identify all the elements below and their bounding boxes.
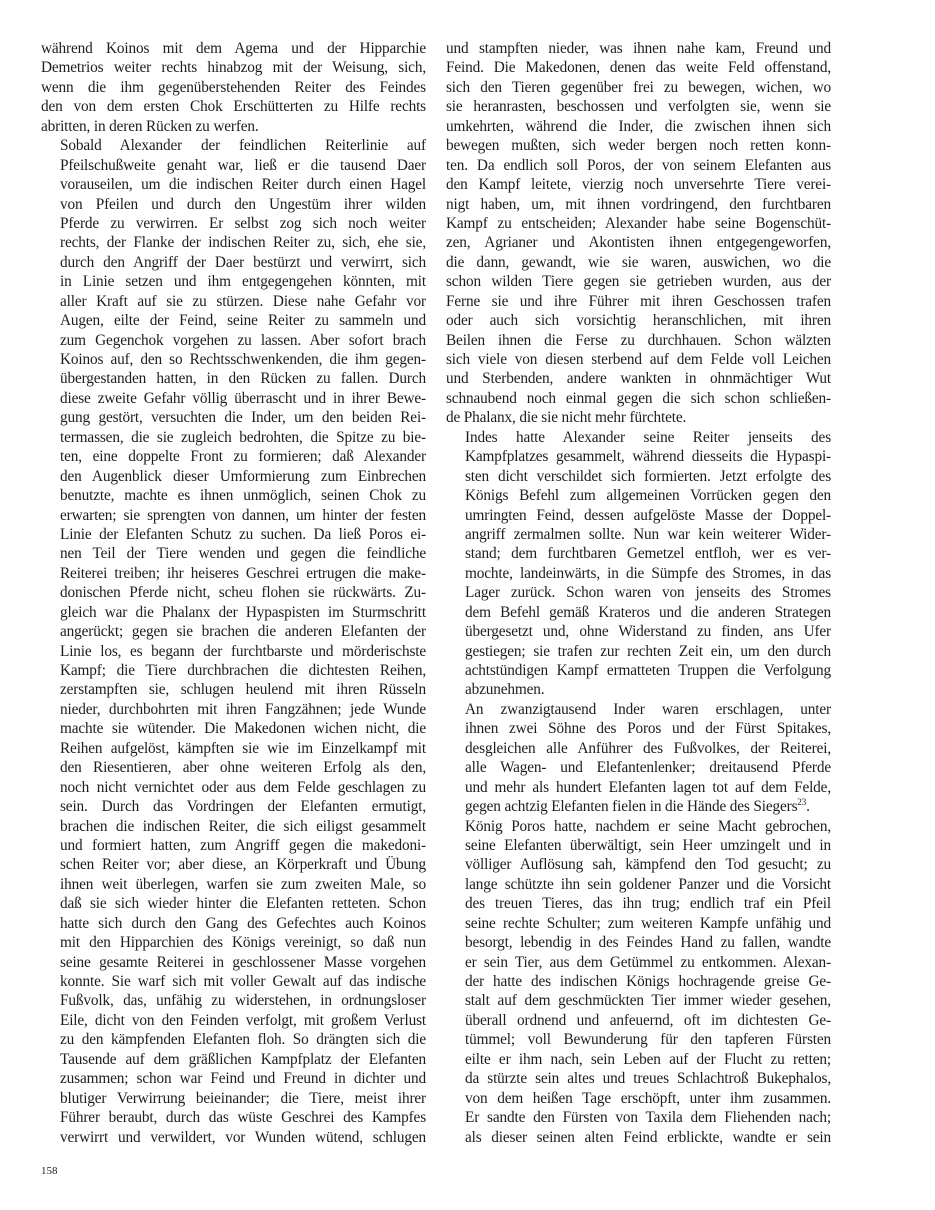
paragraph-zwanzigtausend	[446, 700, 831, 1147]
paragraph-sobald	[41, 136, 426, 1147]
text-line: aller Kraft auf sie zu stürzen. Diese nahe Gefahr vor	[60, 292, 426, 310]
paragraph-indes	[446, 428, 831, 700]
text-line: den Riesentieren, aber ohne weiteren Erfolg als den,	[60, 759, 426, 777]
text-line: oder auch sich vorsichtig heranschlichen, mit ihren	[446, 312, 831, 330]
text-line: sich viele von diesen sterbend auf dem Felde voll Leichen	[446, 351, 831, 368]
text-line: und Sterbenden, andere wankten in ohnmächtiger Wut	[446, 370, 831, 388]
text-line: Ferne sie und ihre Führer mit ihren Geschossen trafen	[446, 292, 831, 310]
text-line: gestiegen; sie trafen zur rechten Zeit ein, um den durch	[465, 642, 831, 660]
text-line: besorgt, lebendig in des Feindes Hand zu fallen, wandte	[465, 934, 831, 952]
text-line: eilte er ihm nach, sein Leben auf der Flucht zu retten;	[465, 1050, 831, 1068]
paragraph-continuation	[41, 39, 426, 136]
text-line: tümmel; voll Bewunderung für den tapferen Fürsten	[465, 1031, 831, 1049]
text-line: Demetrios weiter rechts hinabzog mit der Weisung, sich,	[41, 59, 426, 77]
text-line: Kampf; die Tiere durchbrachen die dichtesten Reihen,	[60, 662, 426, 679]
text-line: noch nicht vernichtet oder aus dem Felde geschlagen zu	[60, 778, 426, 796]
text-line: brachen die indischen Reiter, die sich eiligst gesammelt	[60, 817, 426, 835]
text-line: er sein Tier, aus dem Getümmel zu entkommen. Alexan-	[465, 953, 831, 971]
text-line: Linie los, es begann der furchtbarste und mörderischste	[60, 642, 426, 660]
text-line: Reihen aufgelöst, kämpften sie wie im Einzelkampf mit	[60, 739, 426, 757]
text-line: da stürzte sein altes und treues Schlachtroß Bukephalos,	[465, 1070, 831, 1088]
text-line: zerstampften sie, schlugen heulend mit ihren Rüsseln	[60, 681, 426, 699]
text-line: als dieser seinen alten Feind erblickte, wandte er sein	[465, 1128, 831, 1146]
text-line: von dem heißen Tage erschöpft, unter ihm zusammen.	[465, 1089, 831, 1107]
text-line: donischen Pferde nicht, scheu flohen sie rückwärts. Zu-	[60, 584, 426, 602]
text-line: schnaubend noch einmal gegen die sich schon schließen-	[446, 389, 831, 407]
text-line: wenn die ihm gegenüberstehenden Reiter des Feindes	[41, 78, 426, 96]
text-line: desgleichen alle Anführer des Fußvolkes, der Reiterei,	[465, 739, 831, 757]
text-line: Fußvolk, das, unfähig zu widerstehen, in ordnungsloser	[60, 992, 426, 1010]
text-line: Tausende auf dem gräßlichen Kampfplatz der Elefanten	[60, 1050, 426, 1068]
text-line: umkehrten, während die Inder, die zwischen ihnen sich	[446, 117, 831, 135]
text-line: den von dem ersten Chok Erschütterten zu Hilfe rechts	[41, 98, 426, 116]
text-line: Pfeilschußweite genaht war, ließ er die tausend Daer	[60, 156, 426, 174]
text-line: gleich war die Phalanx der Hypaspisten im Sturmschritt	[60, 603, 426, 621]
text-line: Er sandte den Fürsten von Taxila dem Fliehenden nach;	[465, 1109, 831, 1127]
text-line: Linie der Elefanten Schutz zu suchen. Da ließ Poros ei-	[60, 525, 426, 543]
text-line: mochte, landeinwärts, in die Sümpfe des Stromes, in das	[465, 564, 831, 582]
text-line: rechts, der Flanke der indischen Reiter zu, sich, ehe sie,	[60, 234, 426, 252]
text-line: Sobald Alexander der feindlichen Reiterlinie auf	[60, 137, 426, 155]
text-line: benutzte, machte es ihnen unmöglich, seinen Chok zu	[60, 487, 426, 505]
text-line: Königs Befehl zum allgemeinen Vorrücken gegen den	[465, 487, 831, 505]
text-line: den Kampf leitete, vierzig noch unversehrte Tiere verei-	[446, 176, 831, 194]
text-line: von Pfeilen und durch den Ungestüm ihrer wilden	[60, 195, 426, 213]
text-line: übergestanden hatten, in den Rücken zu fallen. Durch	[60, 370, 426, 388]
text-line: zen, Agrianer und Akontisten ihnen entgegengeworfen,	[446, 234, 831, 252]
text-line: Koinos auf, den so Rechtsschwenkenden, die ihm gegen-	[60, 351, 426, 368]
text-line: Lager zurück. Schon waren von jenseits des Stromes	[465, 584, 831, 602]
left-text-column	[41, 39, 426, 1147]
text-line: zu den kämpfenden Elefanten floh. So drängten sich die	[60, 1031, 426, 1049]
text-line: ihnen weit überlegen, warfen sie zum zweiten Male, so	[60, 875, 426, 893]
text-line: machte sie wütender. Die Makedonen wichen nicht, die	[60, 720, 426, 738]
text-line: durch den Angriff der Daer bestürzt und verwirrt, sich	[60, 253, 426, 271]
text-line: lange schützte ihn sein goldener Panzer und die Vorsicht	[465, 875, 831, 893]
text-line: An zwanzigtausend Inder waren erschlagen, unter	[465, 700, 831, 718]
text-line: abritten, in deren Rücken zu werfen.	[41, 117, 259, 135]
text-line: König Poros hatte, nachdem er seine Macht gebrochen,	[465, 817, 831, 835]
paragraph-continuation	[446, 39, 831, 428]
text-line: sich den Tieren gegenüber frei zu bewegen, wichen, wo	[446, 78, 831, 96]
page-number: 158	[41, 1165, 58, 1177]
text-line: angriff zermalmen sollte. Nun war kein weiterer Wider-	[465, 525, 831, 543]
text-line: Indes hatte Alexander seine Reiter jenseits des	[465, 428, 831, 446]
text-line: blutiger Verwirrung beieinander; die Tiere, meist ihrer	[60, 1089, 426, 1107]
text-line: sie heranrasten, beschossen und verfolgten sie, wenn sie	[446, 98, 831, 116]
text-line: während Koinos mit dem Agema und der Hipparchie	[41, 40, 426, 57]
text-line: Eile, dicht von den Feinden verfolgt, mit großem Verlust	[60, 1011, 426, 1029]
text-line: den Augenblick dieser Umformierung zum Einbrechen	[60, 467, 426, 485]
text-line: abzunehmen.	[465, 681, 545, 699]
text-line: sten dicht verschildet sich formierten. Jetzt erfolgte des	[465, 467, 831, 485]
text-line: mit den Hipparchien des Königs vereinigt, so daß nun	[60, 934, 426, 952]
text-line: nieder, durchbohrten mit ihren Fangzähnen; jede Wunde	[60, 700, 426, 718]
text-line: achtstündigen Kampf ermatteten Truppen die Verfolgung	[465, 662, 831, 679]
text-line: Augen, eilte der Feind, seine Reiter zu sammeln und	[60, 312, 426, 330]
text-line: seine Elefanten überwältigt, sein Heer umzingelt und in	[465, 836, 831, 854]
text-line	[446, 797, 831, 816]
text-line: und stampften nieder, was ihnen nahe kam, Freund und	[446, 40, 831, 57]
text-line: stand; dem furchtbaren Gemetzel entfloh, wer es ver-	[465, 545, 831, 563]
text-line: des treuen Tieres, das ihn trug; endlich traf ein Pfeil	[465, 895, 831, 913]
text-line: umringten Feind, dessen aufgelöste Masse der Doppel-	[465, 506, 831, 524]
text-line: stalt auf dem geschmückten Tier immer wieder gesehen,	[465, 992, 831, 1010]
right-text-column	[446, 39, 831, 1147]
text-line: der hatte des indischen Königs hochragende greise Ge-	[465, 973, 831, 990]
text-line: schon wilden Tiere gegen sie getrieben wurden, aus der	[446, 273, 831, 291]
text-line: nen Teil der Tiere wenden und gegen die feindliche	[60, 545, 426, 563]
text-line: alle Wagen- und Elefantenlenker; dreitausend Pferde	[465, 759, 831, 777]
text-line: dem Befehl gemäß Krateros und die anderen Strategen	[465, 603, 831, 621]
text-line: Führer beraubt, durch das wüste Geschrei des Kampfes	[60, 1109, 426, 1127]
text-line: hatte sich durch den Gang des Gefechtes auch Koinos	[60, 914, 426, 932]
text-line: Pferde zu verwirren. Er selbst zog sich noch weiter	[60, 214, 426, 232]
text-line: ten, eine doppelte Front zu formieren; daß Alexander	[60, 448, 426, 466]
footnote-reference[interactable]: 23	[797, 797, 807, 808]
text-line: ten. Da endlich soll Poros, der von seinem Elefanten aus	[446, 156, 831, 174]
text-line: Kampf zu entscheiden; Alexander habe seine Bogenschüt-	[446, 214, 831, 232]
text-line: die dann, gewandt, wie sie waren, auswichen, wo die	[446, 253, 831, 271]
text-line: überall ordnend und anfeuernd, oft im dichtesten Ge-	[465, 1011, 831, 1029]
text-line: seine rechte Schulter; zum weiteren Kampfe unfähig und	[465, 914, 831, 932]
text-line: übergesetzt und, ohne Widerstand zu finden, ans Ufer	[465, 623, 831, 641]
text-line: diese zweite Gefahr völlig überrascht und in ihrer Bewe-	[60, 389, 426, 407]
text-line: vorauseilen, um die indischen Reiter durch einen Hagel	[60, 176, 426, 194]
text-line: und mehr als hundert Elefanten lagen tot auf dem Felde,	[465, 778, 831, 796]
text-line: gung gestört, versuchten die Inder, um den beiden Rei-	[60, 409, 426, 427]
text-line: Feind. Die Makedonen, denen das weite Feld offenstand,	[446, 59, 831, 77]
footnote-suffix: .	[806, 798, 810, 816]
text-line: termassen, die sie zugleich bedrohten, die Spitze zu bie-	[60, 428, 426, 446]
text-line: ihnen zwei Söhne des Poros und der Fürst Spitakes,	[465, 720, 831, 738]
text-line: Reiterei treiben; ihr heiseres Geschrei ertrugen die make-	[60, 564, 426, 582]
text-line: de Phalanx, die sie nicht mehr fürchtete.	[446, 409, 687, 427]
text-line: in Linie setzen und ihm entgegengehen könnten, mit	[60, 273, 426, 291]
text-line: erwarten; sie sprengten von dannen, um hinter der festen	[60, 506, 426, 524]
text-line: daß sie sich wieder hinter die Elefanten retteten. Schon	[60, 895, 426, 913]
text-line: angerückt; gegen sie brachen die anderen Elefanten der	[60, 623, 426, 641]
text-line: zum Gegenchok vorgehen zu lassen. Aber sofort brach	[60, 331, 426, 349]
text-line-body: gegen achtzig Elefanten fielen in die Hände des Siegers	[465, 798, 798, 816]
text-line: und formiert hatten, zum Angriff gegen die makedoni-	[60, 836, 426, 854]
text-line: Beilen ihnen die Ferse zu durchhauen. Schon wälzten	[446, 331, 831, 349]
text-line: bewegen mußten, sich weder bergen noch retten konn-	[446, 137, 831, 155]
text-line: konnte. Sie warf sich mit voller Gewalt auf das indische	[60, 973, 426, 990]
text-line: schen Reiter vor; aber diese, an Körperkraft und Übung	[60, 856, 426, 874]
text-line: seine gesamte Reiterei in geschlossener Masse vorgehen	[60, 953, 426, 971]
text-line: Kampfplatzes gesammelt, während diesseits die Hypaspi-	[465, 448, 831, 466]
text-line: völliger Auflösung sah, kämpfend den Tod gesucht; zu	[465, 856, 831, 874]
text-line: nigt haben, um, mit ihnen vordringend, den furchtbaren	[446, 195, 831, 213]
text-line: zusammen; schon war Feind und Freund in dichter und	[60, 1070, 426, 1088]
text-line: sein. Durch das Vordringen der Elefanten ermutigt,	[60, 798, 426, 816]
text-line: verwirrt und verwildert, vor Wunden wütend, schlugen	[60, 1128, 426, 1146]
